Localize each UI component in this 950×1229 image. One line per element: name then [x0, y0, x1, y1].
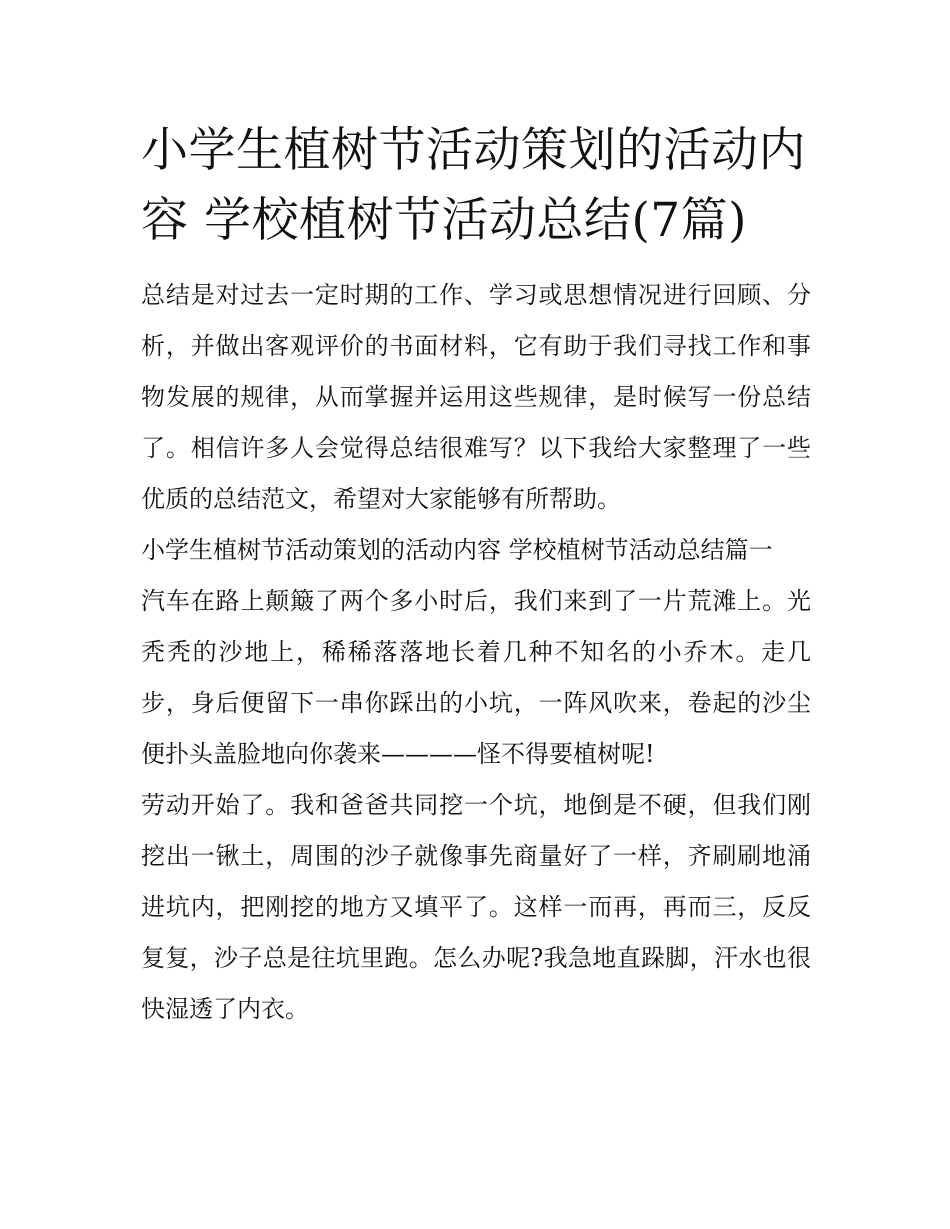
document-content — [141, 116, 811, 1035]
body-paragraph: 劳动开始了。我和爸爸共同挖一个坑，地倒是不硬，但我们刚挖出一锹土，周围的沙子就像事先商量好了一样，齐刷刷地涌进坑内，把刚挖的地方又填平了。这样一而再，再而三，反反复复，沙子总是往坑里跑。怎么办呢?我急地直跺脚，汗水也很快湿透了内衣。 — [141, 791, 811, 1023]
body-paragraph: 汽车在路上颠簸了两个多小时后，我们来到了一片荒滩上。光秃秃的沙地上，稀稀落落地长着几种不知名的小乔木。走几步，身后便留下一串你踩出的小坑，一阵风吹来，卷起的沙尘便扑头盖脸地向你袭来————怪不得要植树呢! — [141, 587, 811, 768]
section-heading: 小学生植树节活动策划的活动内容 学校植树节活动总结篇一 — [141, 536, 773, 564]
document-title: 小学生植树节活动策划的活动内容 学校植树节活动总结(7篇) — [141, 123, 806, 248]
intro-paragraph: 总结是对过去一定时期的工作、学习或思想情况进行回顾、分析，并做出客观评价的书面材料，它有助于我们寻找工作和事物发展的规律，从而掌握并运用这些规律，是时候写一份总结了。相信许多人会觉得总结很难写？以下我给大家整理了一些优质的总结范文，希望对大家能够有所帮助。 — [141, 281, 811, 513]
